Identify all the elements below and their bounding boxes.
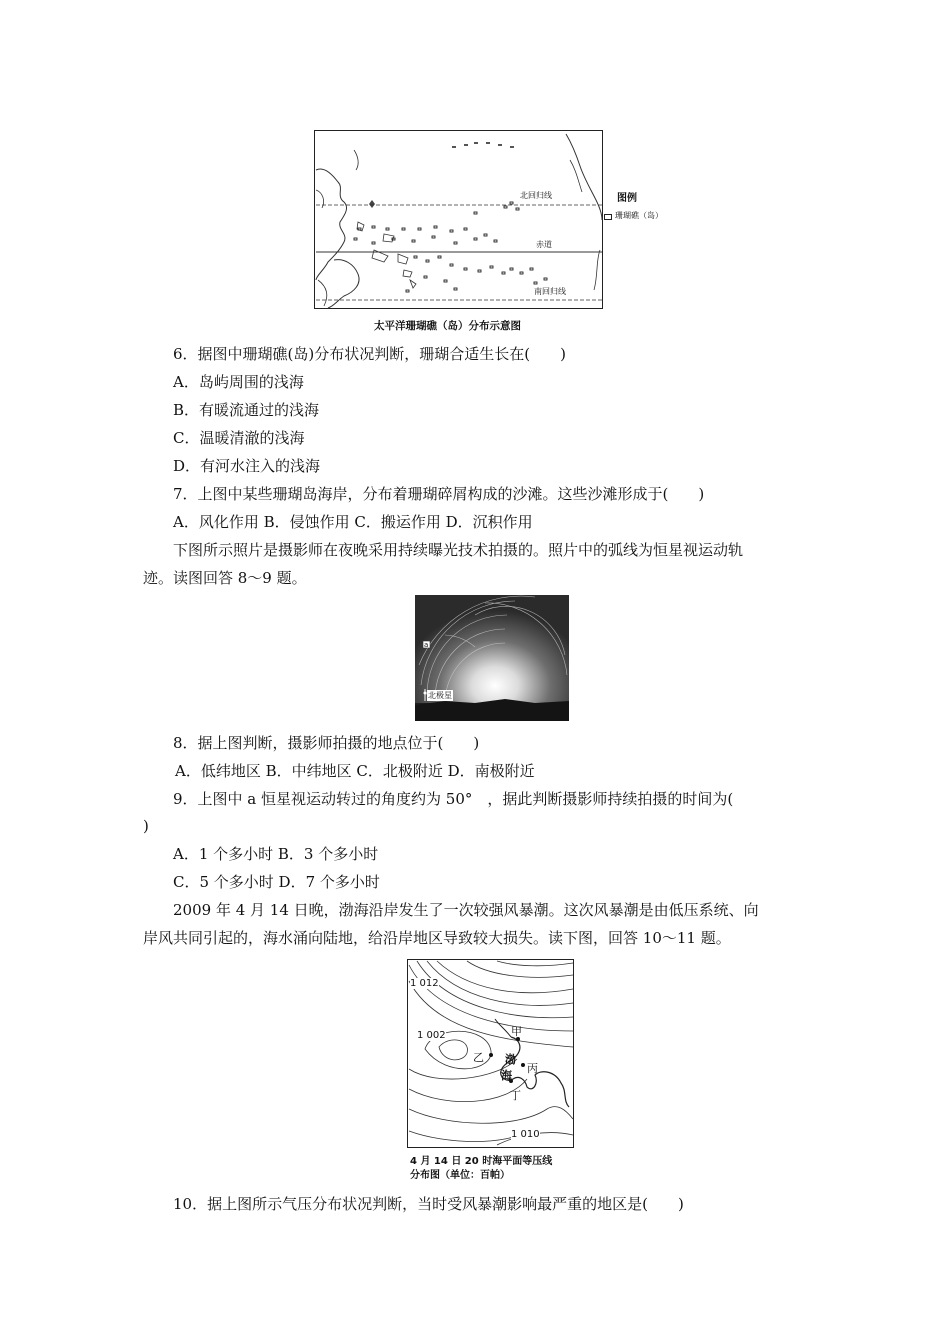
isobar-label-1010: 1 010: [511, 1129, 540, 1140]
intro-8-9-line1: 下图所示照片是摄影师在夜晚采用持续曝光技术拍摄的。照片中的弧线为恒星视运动轨: [173, 541, 744, 559]
location-ding-label: 丁: [510, 1089, 521, 1102]
star-trail-photo: [415, 595, 569, 721]
intro-8-9-line2: 迹。读图回答 8～9 题。: [143, 569, 307, 587]
question-6-option-c: C．温暖清澈的浅海: [173, 429, 305, 447]
tropic-of-cancer-label: 北回归线: [520, 191, 552, 200]
question-9-options-cd: C．5 个多小时 D．7 个多小时: [173, 873, 380, 891]
legend-title: 图例: [617, 193, 637, 204]
isobar-map: [407, 959, 575, 1149]
question-6-option-d: D．有河水注入的浅海: [173, 457, 321, 475]
isobar-label-1012: 1 012: [410, 978, 439, 989]
location-yi-label: 乙: [473, 1051, 484, 1064]
question-9-stem-line2: ): [143, 817, 149, 835]
equator-label: 赤道: [536, 240, 552, 249]
pacific-coral-map: [314, 130, 604, 310]
question-6-stem: 6．据图中珊瑚礁(岛)分布状况判断，珊瑚合适生长在( ): [173, 345, 566, 363]
star-a-label: a: [424, 641, 429, 649]
question-8-options: A．低纬地区 B．中纬地区 C．北极附近 D．南极附近: [175, 762, 535, 780]
coral-reef-legend-icon: [604, 214, 612, 220]
bohai-label-bo: 渤: [505, 1053, 516, 1066]
star-trail-svg: [415, 595, 569, 721]
location-jia-label: 甲: [511, 1025, 522, 1038]
pacific-map-svg: [314, 130, 604, 310]
bohai-label-hai: 海: [501, 1069, 512, 1082]
legend-item-coral-reef: 珊瑚礁（岛）: [615, 211, 663, 220]
question-10-stem: 10．据上图所示气压分布状况判断，当时受风暴潮影响最严重的地区是( ): [173, 1195, 684, 1213]
intro-10-11-line2: 岸风共同引起的，海水涌向陆地，给沿岸地区导致较大损失。读下图，回答 10～11 题。: [143, 929, 731, 947]
question-7-options: A．风化作用 B．侵蚀作用 C．搬运作用 D．沉积作用: [173, 513, 533, 531]
figure3-caption-line1: 4 月 14 日 20 时海平面等压线: [410, 1156, 553, 1167]
question-6-option-b: B．有暖流通过的浅海: [173, 401, 320, 419]
polaris-label: 北极星: [428, 691, 452, 700]
tropic-of-capricorn-label: 南回归线: [534, 287, 566, 296]
figure3-caption-line2: 分布图（单位：百帕）: [410, 1170, 510, 1181]
intro-10-11-line1: 2009 年 4 月 14 日晚，渤海沿岸发生了一次较强风暴潮。这次风暴潮是由低压系统、向: [173, 901, 759, 919]
question-7-stem: 7．上图中某些珊瑚岛海岸，分布着珊瑚碎屑构成的沙滩。这些沙滩形成于( ): [173, 485, 705, 503]
question-8-stem: 8．据上图判断，摄影师拍摄的地点位于( ): [173, 734, 480, 752]
question-9-stem-line1: 9．上图中 a 恒星视运动转过的角度约为 50° ，据此判断摄影师持续拍摄的时间为(: [173, 790, 734, 808]
location-bing-label: 丙: [527, 1062, 538, 1075]
question-9-options-ab: A．1 个多小时 B．3 个多小时: [173, 845, 379, 863]
question-6-option-a: A．岛屿周围的浅海: [173, 373, 304, 391]
isobar-label-1002: 1 002: [417, 1030, 446, 1041]
figure1-caption: 太平洋珊瑚礁（岛）分布示意图: [374, 320, 521, 332]
